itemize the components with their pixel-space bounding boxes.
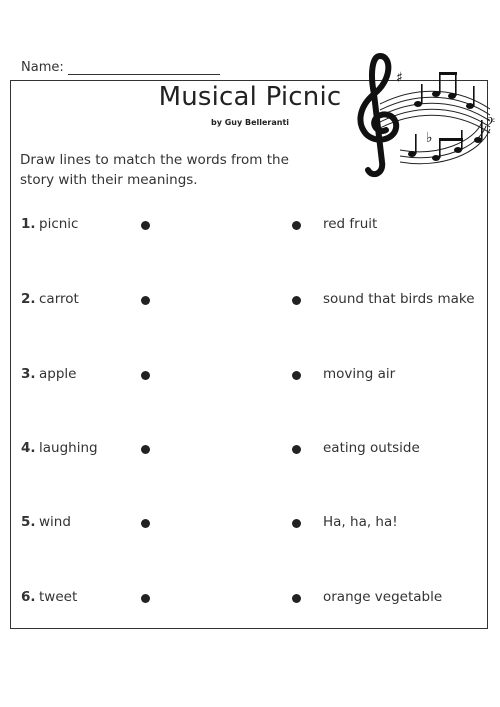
word-dot[interactable] — [141, 519, 150, 528]
word-dot[interactable] — [141, 371, 150, 380]
svg-text:𝄢: 𝄢 — [486, 116, 496, 132]
match-row — [0, 366, 500, 386]
item-meaning: eating outside — [323, 440, 420, 456]
meaning-dot[interactable] — [292, 296, 301, 305]
item-word: tweet — [39, 589, 78, 605]
item-number: 3. — [21, 366, 36, 382]
meaning-dot[interactable] — [292, 371, 301, 380]
worksheet-title: Musical Picnic — [158, 82, 342, 112]
svg-text:♭: ♭ — [426, 130, 433, 146]
music-notes-icon — [340, 44, 500, 184]
item-meaning: sound that birds make — [323, 291, 475, 307]
item-word: wind — [39, 514, 71, 530]
item-word: apple — [39, 366, 77, 382]
word-dot[interactable] — [141, 221, 150, 230]
instructions: Draw lines to match the words from the story with their meanings. — [20, 152, 289, 188]
author-line: by Guy Belleranti — [210, 118, 290, 127]
item-number: 4. — [21, 440, 36, 456]
item-meaning: orange vegetable — [323, 589, 443, 605]
match-row — [0, 216, 500, 236]
item-meaning: Ha, ha, ha! — [323, 514, 398, 530]
name-blank-line[interactable] — [68, 60, 220, 75]
item-number: 2. — [21, 291, 36, 307]
item-number: 1. — [21, 216, 36, 232]
match-row — [0, 440, 500, 460]
match-row — [0, 589, 500, 609]
item-meaning: red fruit — [323, 216, 378, 232]
match-row — [0, 514, 500, 534]
treble-clef-icon — [360, 56, 396, 174]
item-word: picnic — [39, 216, 79, 232]
meaning-dot[interactable] — [292, 221, 301, 230]
match-row — [0, 291, 500, 311]
item-word: carrot — [39, 291, 79, 307]
word-dot[interactable] — [141, 445, 150, 454]
name-label: Name: — [21, 60, 64, 75]
meaning-dot[interactable] — [292, 519, 301, 528]
item-number: 6. — [21, 589, 36, 605]
word-dot[interactable] — [141, 296, 150, 305]
meaning-dot[interactable] — [292, 594, 301, 603]
name-field — [21, 60, 220, 75]
meaning-dot[interactable] — [292, 445, 301, 454]
item-meaning: moving air — [323, 366, 396, 382]
item-word: laughing — [39, 440, 98, 456]
item-number: 5. — [21, 514, 36, 530]
word-dot[interactable] — [141, 594, 150, 603]
svg-text:♯: ♯ — [396, 70, 403, 86]
